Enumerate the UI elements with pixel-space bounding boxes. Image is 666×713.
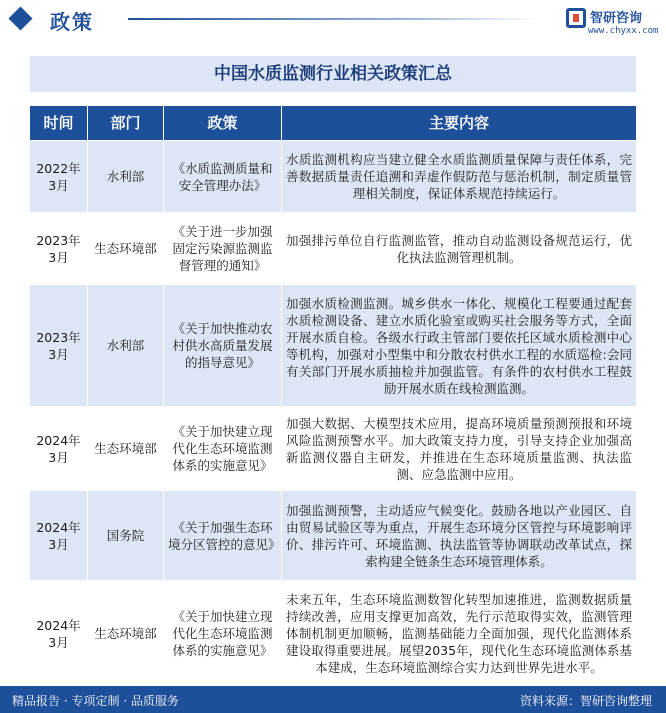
column-header-policy: 政策 (164, 106, 282, 140)
footer-source: 资料来源：智研咨询整理 (519, 694, 652, 708)
brand-logo (566, 6, 666, 42)
table-row (30, 141, 636, 213)
logo-icon (566, 8, 586, 28)
column-header-dept: 部门 (88, 106, 164, 140)
cell-dept: 生态环境部 (88, 407, 164, 490)
logo-name: 智研咨询 (590, 11, 643, 26)
cell-dept: 国务院 (88, 491, 164, 580)
cell-content: 加强排污单位自行监测监管，推动自动监测设备规范运行，优化执法监测管理机制。 (282, 213, 636, 284)
cell-content: 加强大数据、大模型技术应用，提高环境质量预测预报和环境风险监测预警水平。加大政策支持力度，引导支持企业加强高新监测仪器自主研发，并推进在生态环境质量监测、执法监测、应急监测中应用。 (282, 407, 636, 490)
cell-dept: 水利部 (88, 285, 164, 406)
cell-policy: 《关于加快建立现代化生态环境监测体系的实施意见》 (164, 407, 282, 490)
cell-policy: 《关于加快建立现代化生态环境监测体系的实施意见》 (164, 581, 282, 686)
header-divider (128, 18, 538, 20)
table-title: 中国水质监测行业相关政策汇总 (30, 56, 636, 92)
cell-dept: 生态环境部 (88, 581, 164, 686)
cell-dept: 水利部 (88, 141, 164, 212)
logo-url: www.chyxx.com (588, 26, 659, 36)
table-row (30, 285, 636, 407)
cell-time: 2024年3月 (30, 491, 88, 580)
cell-time: 2023年3月 (30, 285, 88, 406)
cell-policy: 《关于进一步加强固定污染源监测监督管理的通知》 (164, 213, 282, 284)
cell-time: 2023年3月 (30, 213, 88, 284)
cell-time: 2022年3月 (30, 141, 88, 212)
page-header (0, 0, 666, 42)
page-footer (0, 686, 666, 713)
diamond-icon (8, 6, 32, 30)
cell-policy: 《关于加强生态环境分区管控的意见》 (164, 491, 282, 580)
cell-content: 加强水质检测监测。城乡供水一体化、规模化工程要通过配套水质检测设备、建立水质化验室或购买社会服务等方式，全面开展水质自检。各级水行政主管部门要依托区域水质检测中心等机构，加强对小型集中和分散农村供水工程的水质巡检:会同有关部门开展水质抽检并加强监管。有条件的农村供水工程鼓励开展水质在线检测监测。 (282, 285, 636, 406)
table-row (30, 581, 636, 687)
cell-content: 加强监测预警，主动适应气候变化。鼓励各地以产业园区、自由贸易试验区等为重点，开展生态环境分区管控与环境影响评价、排污许可、环境监测、执法监管等协调联动改革试点，探索构建全链条生态环境管理体系。 (282, 491, 636, 580)
cell-policy: 《水质监测质量和安全管理办法》 (164, 141, 282, 212)
cell-content: 未来五年，生态环境监测数智化转型加速推进，监测数据质量持续改善，应用支撑更加高效，先行示范取得实效，监测管理体制机制更加顺畅，监测基础能力全面加强，现代化监测体系建设取得重要进展。展望2035年，现代化生态环境监测体系基本建成，生态环境监测综合实力达到世界先进水平。 (282, 581, 636, 686)
section-title: 政策 (50, 10, 94, 34)
table-header-row (30, 106, 636, 141)
policy-table (30, 106, 636, 687)
cell-time: 2024年3月 (30, 581, 88, 686)
footer-slogan: 精品报告 · 专项定制 · 品质服务 (12, 694, 179, 708)
cell-dept: 生态环境部 (88, 213, 164, 284)
table-row (30, 213, 636, 285)
column-header-content: 主要内容 (282, 106, 636, 140)
cell-time: 2024年3月 (30, 407, 88, 490)
table-row (30, 407, 636, 491)
cell-content: 水质监测机构应当建立健全水质监测质量保障与责任体系，完善数据质量责任追溯和弄虚作假防范与惩治机制，制定质量管理相关制度，保证体系规范持续运行。 (282, 141, 636, 212)
cell-policy: 《关于加快推动农村供水高质量发展的指导意见》 (164, 285, 282, 406)
table-row (30, 491, 636, 581)
column-header-time: 时间 (30, 106, 88, 140)
